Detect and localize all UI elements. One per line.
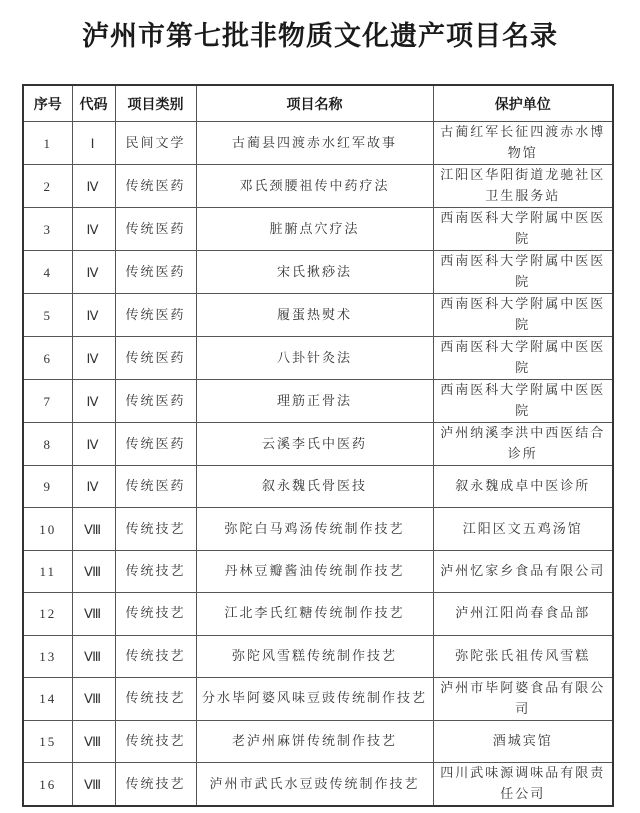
table-row	[23, 550, 613, 592]
code-cell: Ⅳ	[72, 294, 115, 337]
code-cell: Ⅳ	[72, 251, 115, 294]
project-name-cell: 弥陀白马鸡汤传统制作技艺	[196, 508, 433, 550]
serial-number-cell: 4	[23, 251, 72, 294]
table-row	[23, 294, 613, 337]
header-category: 项目类别	[115, 85, 196, 122]
code-cell: Ⅳ	[72, 466, 115, 508]
code-cell: Ⅳ	[72, 208, 115, 251]
protection-unit-cell: 弥陀张氏祖传风雪糕	[433, 635, 613, 677]
code-cell: Ⅷ	[72, 550, 115, 592]
protection-unit-cell: 酒城宾馆	[433, 720, 613, 762]
project-name-cell: 履蛋热熨术	[196, 294, 433, 337]
protection-unit-cell: 江阳区文五鸡汤馆	[433, 508, 613, 550]
code-cell: Ⅳ	[72, 337, 115, 380]
project-name-cell: 弥陀风雪糕传统制作技艺	[196, 635, 433, 677]
protection-unit-cell: 泸州忆家乡食品有限公司	[433, 550, 613, 592]
serial-number-cell: 10	[23, 508, 72, 550]
serial-number-cell: 3	[23, 208, 72, 251]
table-row	[23, 508, 613, 550]
category-cell: 传统医药	[115, 208, 196, 251]
serial-number-cell: 6	[23, 337, 72, 380]
project-name-cell: 古蔺县四渡赤水红军故事	[196, 122, 433, 165]
category-cell: 民间文学	[115, 122, 196, 165]
code-cell: Ⅳ	[72, 380, 115, 423]
code-cell: Ⅷ	[72, 635, 115, 677]
project-name-cell: 脏腑点穴疗法	[196, 208, 433, 251]
category-cell: 传统技艺	[115, 550, 196, 592]
code-cell: Ⅷ	[72, 763, 115, 807]
table-row	[23, 677, 613, 720]
code-cell: Ⅳ	[72, 423, 115, 466]
serial-number-cell: 15	[23, 720, 72, 762]
protection-unit-cell: 西南医科大学附属中医医院	[433, 208, 613, 251]
project-name-cell: 江北李氏红糖传统制作技艺	[196, 593, 433, 635]
table-row	[23, 337, 613, 380]
table-row	[23, 593, 613, 635]
protection-unit-cell: 江阳区华阳街道龙驰社区卫生服务站	[433, 165, 613, 208]
category-cell: 传统医药	[115, 251, 196, 294]
category-cell: 传统医药	[115, 380, 196, 423]
serial-number-cell: 2	[23, 165, 72, 208]
category-cell: 传统技艺	[115, 720, 196, 762]
table-row	[23, 720, 613, 762]
category-cell: 传统技艺	[115, 677, 196, 720]
table-header-row	[23, 85, 613, 122]
category-cell: 传统医药	[115, 466, 196, 508]
project-name-cell: 宋氏揪痧法	[196, 251, 433, 294]
project-name-cell: 云溪李氏中医药	[196, 423, 433, 466]
serial-number-cell: 11	[23, 550, 72, 592]
table-row	[23, 466, 613, 508]
protection-unit-cell: 西南医科大学附属中医医院	[433, 380, 613, 423]
category-cell: 传统医药	[115, 165, 196, 208]
table-row	[23, 208, 613, 251]
category-cell: 传统技艺	[115, 593, 196, 635]
category-cell: 传统医药	[115, 294, 196, 337]
serial-number-cell: 14	[23, 677, 72, 720]
serial-number-cell: 8	[23, 423, 72, 466]
project-name-cell: 老泸州麻饼传统制作技艺	[196, 720, 433, 762]
protection-unit-cell: 泸州江阳尚春食品部	[433, 593, 613, 635]
code-cell: Ⅳ	[72, 165, 115, 208]
project-name-cell: 八卦针灸法	[196, 337, 433, 380]
header-protection-unit: 保护单位	[433, 85, 613, 122]
code-cell: Ⅷ	[72, 508, 115, 550]
project-name-cell: 泸州市武氏水豆豉传统制作技艺	[196, 763, 433, 807]
serial-number-cell: 1	[23, 122, 72, 165]
category-cell: 传统技艺	[115, 635, 196, 677]
code-cell: Ⅰ	[72, 122, 115, 165]
project-name-cell: 邓氏颈腰祖传中药疗法	[196, 165, 433, 208]
code-cell: Ⅷ	[72, 720, 115, 762]
protection-unit-cell: 西南医科大学附属中医医院	[433, 337, 613, 380]
table-row	[23, 763, 613, 807]
protection-unit-cell: 叙永魏成卓中医诊所	[433, 466, 613, 508]
serial-number-cell: 13	[23, 635, 72, 677]
protection-unit-cell: 四川武味源调味品有限责任公司	[433, 763, 613, 807]
serial-number-cell: 7	[23, 380, 72, 423]
category-cell: 传统医药	[115, 337, 196, 380]
category-cell: 传统医药	[115, 423, 196, 466]
table-row	[23, 165, 613, 208]
protection-unit-cell: 古蔺红军长征四渡赤水博物馆	[433, 122, 613, 165]
serial-number-cell: 5	[23, 294, 72, 337]
project-name-cell: 分水毕阿婆风味豆豉传统制作技艺	[196, 677, 433, 720]
header-project-name: 项目名称	[196, 85, 433, 122]
project-name-cell: 丹林豆瓣酱油传统制作技艺	[196, 550, 433, 592]
protection-unit-cell: 西南医科大学附属中医医院	[433, 251, 613, 294]
document-title: 泸州市第七批非物质文化遗产项目名录	[82, 21, 558, 52]
protection-unit-cell: 泸州市毕阿婆食品有限公司	[433, 677, 613, 720]
protection-unit-cell: 西南医科大学附属中医医院	[433, 294, 613, 337]
code-cell: Ⅷ	[72, 593, 115, 635]
project-name-cell: 理筋正骨法	[196, 380, 433, 423]
project-name-cell: 叙永魏氏骨医技	[196, 466, 433, 508]
serial-number-cell: 12	[23, 593, 72, 635]
table-row	[23, 380, 613, 423]
header-code: 代码	[72, 85, 115, 122]
table-row	[23, 423, 613, 466]
table-row	[23, 122, 613, 165]
header-serial-number: 序号	[23, 85, 72, 122]
code-cell: Ⅷ	[72, 677, 115, 720]
serial-number-cell: 16	[23, 763, 72, 807]
category-cell: 传统技艺	[115, 763, 196, 807]
protection-unit-cell: 泸州纳溪李洪中西医结合诊所	[433, 423, 613, 466]
table-row	[23, 635, 613, 677]
table-row	[23, 251, 613, 294]
category-cell: 传统技艺	[115, 508, 196, 550]
serial-number-cell: 9	[23, 466, 72, 508]
heritage-list-table	[22, 84, 614, 807]
